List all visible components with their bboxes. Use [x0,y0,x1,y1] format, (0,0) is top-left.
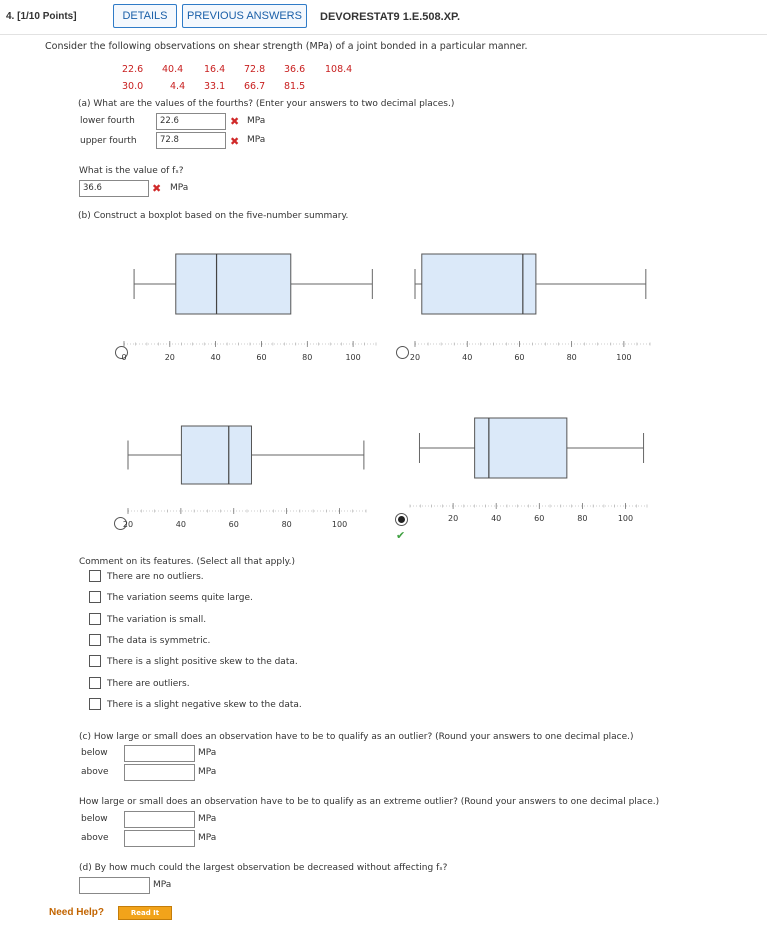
unit-label: MPa [170,183,189,193]
obs-value: 16.4 [204,64,226,75]
read-it-button[interactable]: Read It [118,906,172,920]
question-code: DEVORESTAT9 1.E.508.XP. [320,11,461,23]
fs-prompt: What is the value of fₛ? [79,166,184,176]
above-label: above [81,833,109,843]
obs-value: 40.4 [162,64,184,75]
details-button[interactable]: DETAILS [113,4,177,28]
axis-tick-label: 20 [447,514,459,523]
axis-tick-label: 60 [534,514,545,523]
axis-tick-label: 100 [345,353,361,362]
below-label: below [81,748,108,758]
obs-value: 81.5 [284,81,306,92]
part-a-prompt: (a) What are the values of the fourths? (Enter your answers to two decimal places.) [78,99,455,109]
obs-value: 108.4 [325,64,353,75]
fs-input[interactable]: 36.6 [79,180,149,197]
axis-tick-label: 60 [256,353,267,362]
axis-tick-label: 80 [281,520,292,529]
part-b-prompt: (b) Construct a boxplot based on the five-number summary. [78,211,349,221]
obs-value: 66.7 [244,81,266,92]
axis-tick-label: 40 [175,520,186,529]
option-checkbox[interactable] [89,655,101,667]
axis-tick-label: 80 [566,353,577,362]
comment-prompt: Comment on its features. (Select all that apply.) [79,557,296,567]
outlier-above-input[interactable] [124,764,195,781]
option-checkbox[interactable] [89,591,101,603]
axis-tick-label: 40 [462,353,473,362]
obs-value: 22.6 [122,64,144,75]
axis-tick-label: 80 [302,353,313,362]
option-checkbox[interactable] [89,698,101,710]
option-label: The data is symmetric. [107,636,211,646]
unit-label: MPa [198,767,217,777]
obs-value: 72.8 [244,64,266,75]
axis-tick-label: 20 [164,353,175,362]
extreme-above-input[interactable] [124,830,195,847]
axis-tick-label: 0 [121,353,127,362]
axis-tick-label: 100 [616,353,632,362]
option-checkbox[interactable] [89,613,101,625]
obs-value: 36.6 [284,64,306,75]
boxplot-chart-1 [120,240,380,365]
boxplot-chart-2 [400,240,660,365]
option-checkbox[interactable] [89,570,101,582]
part-d-prompt: (d) By how much could the largest observation be decreased without affecting fₛ? [79,863,448,873]
axis-tick-label: 20 [409,353,421,362]
box-iqr [181,426,251,484]
option-label: There is a slight positive skew to the data. [107,657,298,667]
part-c-prompt: (c) How large or small does an observation have to be to qualify as an outlier? (Round your answers to one decimal place.) [79,732,634,742]
axis-tick-label: 100 [331,520,348,529]
option-label: There are outliers. [107,679,190,689]
axis-tick-label: 60 [228,520,239,529]
obs-value: 4.4 [170,81,186,92]
axis-tick-label: 40 [491,514,502,523]
unit-label: MPa [247,116,266,126]
need-help-label: Need Help? [49,907,105,918]
incorrect-icon: ✖ [230,135,240,148]
lower-fourth-label: lower fourth [80,116,135,126]
unit-label: MPa [198,833,217,843]
option-label: There are no outliers. [107,572,204,582]
axis-tick-label: 40 [210,353,221,362]
intro-text: Consider the following observations on shear strength (MPa) of a joint bonded in a particular manner. [45,41,528,52]
box-iqr [422,254,536,314]
above-label: above [81,767,109,777]
obs-value: 30.0 [122,81,144,92]
extreme-below-input[interactable] [124,811,195,828]
upper-fourth-label: upper fourth [80,136,137,146]
unit-label: MPa [247,135,266,145]
previous-answers-button[interactable]: PREVIOUS ANSWERS [182,4,307,28]
unit-label: MPa [198,748,217,758]
unit-label: MPa [198,814,217,824]
axis-tick-label: 80 [577,514,588,523]
box-iqr [176,254,291,314]
option-checkbox[interactable] [89,634,101,646]
option-checkbox[interactable] [89,677,101,689]
option-label: The variation is small. [107,615,207,625]
incorrect-icon: ✖ [230,115,240,128]
correct-icon: ✔ [396,529,406,542]
boxplot-chart-3 [120,414,380,539]
outlier-below-input[interactable] [124,745,195,762]
unit-label: MPa [153,880,172,890]
incorrect-icon: ✖ [152,182,162,195]
boxplot-chart-4 [400,408,660,533]
obs-value: 33.1 [204,81,226,92]
option-label: The variation seems quite large. [107,593,253,603]
upper-fourth-input[interactable]: 72.8 [156,132,226,149]
axis-tick-label: 60 [514,353,525,362]
axis-tick-label: 100 [617,514,634,523]
below-label: below [81,814,108,824]
question-number: 4. [1/10 Points] [6,11,77,22]
extreme-outlier-prompt: How large or small does an observation have to be to qualify as an extreme outlier? (Round your answers to one decimal place.) [79,797,660,807]
option-label: There is a slight negative skew to the data. [107,700,302,710]
axis-tick-label: 20 [122,520,134,529]
decrease-input[interactable] [79,877,150,894]
lower-fourth-input[interactable]: 22.6 [156,113,226,130]
